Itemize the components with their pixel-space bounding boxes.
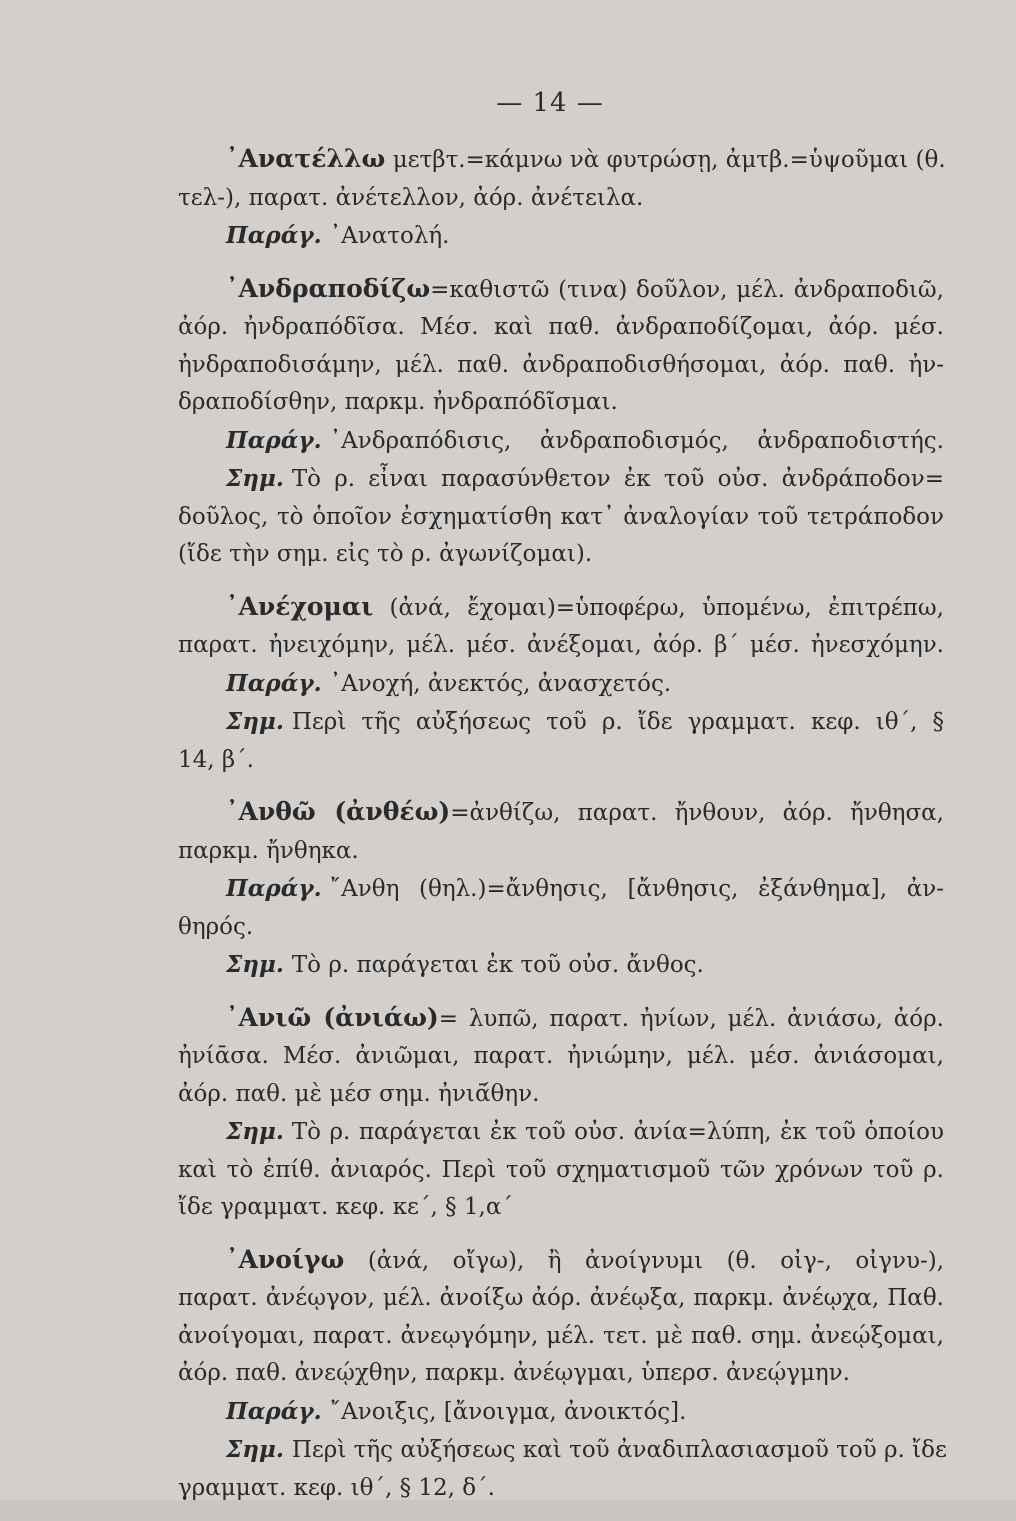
entry-lemma: ᾿Ανοίγω (226, 1244, 345, 1274)
note-text: ῎Ανθη (θηλ.)=ἄνθησις, [ἄνθησις, ἐξάνθημα], ἀν- (329, 876, 944, 902)
entry-line: ἀόρ. ἠνδραπόδῖσα. Μέσ. καὶ παθ. ἀνδραποδίζομαι, ἀόρ. μέσ. (178, 314, 944, 340)
note-label: Παράγ. (226, 669, 322, 697)
note-line (178, 1113, 944, 1152)
entry-line (178, 793, 944, 833)
note-label: Σημ. (226, 708, 284, 735)
entry-lemma: ᾿Ανδραποδίζω (226, 273, 431, 303)
note-line (178, 1431, 947, 1470)
note-label: Σημ. (226, 1436, 284, 1463)
page-number: — 14 — (496, 88, 604, 118)
entry-line (178, 999, 944, 1039)
entry-line: δραποδίσθην, παρκμ. ἠνδραπόδῖσμαι. (178, 389, 618, 415)
note-text: Περὶ τῆς αὐξήσεως καὶ τοῦ ἀναδιπλασιασμοῦ τοῦ ρ. ἴδε (291, 1437, 947, 1463)
note-line (178, 460, 944, 499)
note-line: ἴδε γραμματ. κεφ. κε´, § 1,α´ (178, 1194, 513, 1220)
entry-line: παρατ. ἀνέῳγον, μέλ. ἀνοίξω ἀόρ. ἀνέῳξα, παρκμ. ἀνέῳχα, Παθ. (178, 1285, 944, 1311)
note-line: 14, β´. (178, 746, 254, 773)
entry-lemma: ᾿Ανιῶ (ἀνιάω) (226, 1002, 439, 1032)
note-line (178, 1393, 944, 1432)
note-label: Παράγ. (226, 222, 322, 249)
note-text: ᾿Ανατολή. (329, 223, 450, 249)
note-line: δοῦλος, τὸ ὁποῖον ἐσχηματίσθη κατ᾿ ἀναλογίαν τοῦ τετράποδον (178, 503, 944, 530)
note-line: θηρός. (178, 913, 254, 940)
entry-line: ἠνίᾱσα. Μέσ. ἀνιῶμαι, παρατ. ἠνιώμην, μέλ. μέσ. ἀνιάσομαι, (178, 1043, 944, 1069)
note-text: ᾿Ανδραπόδισις, ἀνδραποδισμός, ἀνδραποδιστής. (329, 427, 944, 454)
dictionary-entry (178, 793, 944, 985)
entry-text: (ἀνά, ἔχομαι)=ὑποφέρω, ὑπομένω, ἐπιτρέπω, (389, 594, 944, 621)
entry-text: μετβτ.=κάμνω νὰ φυτρώσῃ, ἀμτβ.=ὑψοῦμαι (θ. (392, 147, 946, 173)
note-line (178, 217, 944, 256)
entry-line: τελ-), παρατ. ἀνέτελλον, ἀόρ. ἀνέτειλα. (178, 184, 644, 211)
entry-line (178, 588, 944, 628)
entry-line: παρατ. ἠνειχόμην, μέλ. μέσ. ἀνέξομαι, ἀόρ. β´ μέσ. ἠνεσχόμην. (178, 632, 944, 658)
note-label: Σημ. (226, 1118, 284, 1145)
entry-lemma: ᾿Ανέχομαι (226, 591, 374, 621)
entry-line (178, 1241, 944, 1281)
dictionary-entry (178, 1241, 947, 1508)
note-label: Παράγ. (226, 426, 322, 454)
entry-line (178, 270, 944, 310)
entry-line (178, 140, 944, 180)
entry-line: ἀόρ. παθ. ἀνεῴχθην, παρκμ. ἀνέῳγμαι, ὑπερσ. ἀνεῴγμην. (178, 1360, 850, 1386)
note-text: ᾿Ανοχή, ἀνεκτός, ἀνασχετός. (329, 670, 672, 697)
entry-lemma: ᾿Ανθῶ (ἀνθέω) (226, 797, 451, 826)
note-label: Παράγ. (226, 875, 322, 902)
entry-lemma: ᾿Ανατέλλω (226, 144, 386, 173)
dictionary-entry (178, 588, 944, 780)
entry-text: (ἀνά, οἴγω), ἢ ἀνοίγνυμι (θ. οἰγ-, οἰγνυ-), (367, 1247, 945, 1274)
entry-text: =καθιστῶ (τινα) δοῦλον, μέλ. ἀνδραποδιῶ, (430, 276, 944, 303)
note-line (178, 665, 944, 704)
note-label: Σημ. (226, 951, 284, 978)
entry-line: παρκμ. ἤνθηκα. (178, 837, 359, 864)
note-label: Σημ. (226, 465, 284, 492)
note-line (178, 870, 944, 909)
dictionary-text (178, 140, 947, 1521)
note-line (178, 946, 944, 985)
note-text: Τὸ ρ. παράγεται ἐκ τοῦ οὐσ. ἀνία=λύπη, ἐκ τοῦ ὁποίου (291, 1119, 944, 1145)
note-text: Περὶ τῆς αὐξήσεως τοῦ ρ. ἴδε γραμματ. κεφ. ιθ´, § (291, 709, 944, 735)
note-text: Τὸ ρ. εἶναι παρασύνθετον ἐκ τοῦ οὐσ. ἀνδράποδον= (291, 466, 944, 492)
note-text: ῎Ανοιξις, [ἄνοιγμα, ἀνοικτός]. (329, 1398, 687, 1425)
dictionary-entry (178, 270, 944, 574)
entry-line: ἀνοίγομαι, παρατ. ἀνεῳγόμην, μέλ. τετ. μὲ παθ. σημ. ἀνεῴξομαι, (178, 1322, 944, 1349)
note-line (178, 703, 944, 742)
entry-text: =ἀνθίζω, παρατ. ἤνθουν, ἀόρ. ἤνθησα, (450, 800, 944, 826)
note-text: Τὸ ρ. παράγεται ἐκ τοῦ οὐσ. ἄνθος. (291, 952, 704, 978)
dictionary-entry (178, 140, 944, 256)
note-label: Παράγ. (226, 1397, 322, 1425)
note-line: γραμματ. κεφ. ιθ´, § 12, δ´. (178, 1474, 495, 1501)
dictionary-entry (178, 999, 944, 1227)
entry-text: = λυπῶ, παρατ. ἠνίων, μέλ. ἀνιάσω, ἀόρ. (438, 1005, 944, 1032)
entry-line: ἀόρ. παθ. μὲ μέσ σημ. ἠνιᾱ́θην. (178, 1080, 540, 1107)
note-line: καὶ τὸ ἐπίθ. ἀνιαρός. Περὶ τοῦ σχηματισμοῦ τῶν χρόνων τοῦ ρ. (178, 1156, 944, 1183)
entry-line: ἠνδραποδισάμην, μέλ. παθ. ἀνδραποδισθήσομαι, ἀόρ. παθ. ἠν- (178, 351, 944, 378)
note-line (178, 422, 944, 461)
note-line: (ἴδε τὴν σημ. εἰς τὸ ρ. ἀγωνίζομαι). (178, 541, 593, 567)
